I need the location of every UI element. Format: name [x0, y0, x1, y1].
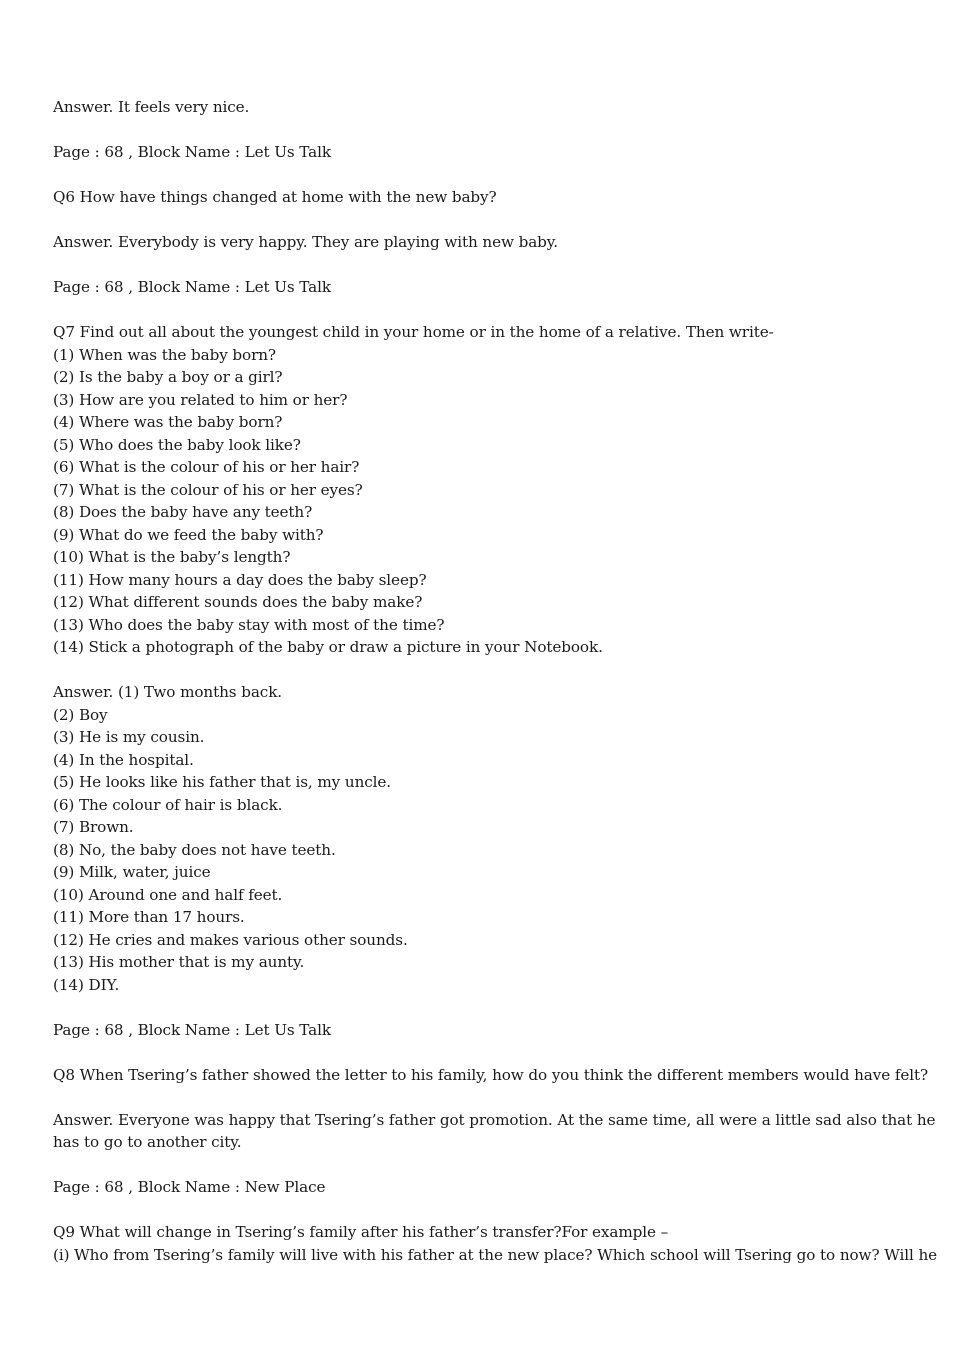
q7-answer: (10) Around one and half feet. [53, 885, 283, 904]
q7-item: (5) Who does the baby look like? [53, 435, 301, 454]
q8-meta-block [53, 1019, 913, 1042]
q8-answer-block [53, 1109, 936, 1154]
q8-answer-line: has to go to another city. [53, 1133, 242, 1151]
q7-answer: (14) DIY. [53, 975, 120, 994]
q7-item: (6) What is the colour of his or her hair? [53, 458, 360, 476]
q7-item: (14) Stick a photograph of the baby or draw a picture in your Notebook. [53, 638, 603, 656]
q7-answer: (6) The colour of hair is black. [53, 795, 283, 814]
q9-page-meta: Page : 68 , Block Name : New Place [53, 1178, 326, 1196]
q7-item: (7) What is the colour of his or her eyes? [53, 480, 363, 499]
document-page [53, 96, 938, 1289]
q7-answer: (8) No, the baby does not have teeth. [53, 840, 336, 859]
q9-question-block [53, 1221, 938, 1266]
q7-answer: (2) Boy [53, 705, 108, 724]
q5-answer-block [53, 96, 913, 119]
q8-answer-line: Answer. Everyone was happy that Tsering’s father got promotion. At the same time, all were a little sad also that he [53, 1110, 936, 1129]
q7-item: (12) What different sounds does the baby make? [53, 593, 423, 611]
q6-page-meta: Page : 68 , Block Name : Let Us Talk [53, 143, 331, 161]
q7-answer: (5) He looks like his father that is, my uncle. [53, 773, 392, 791]
q7-answer: (12) He cries and makes various other sounds. [53, 930, 408, 949]
q7-item: (10) What is the baby’s length? [53, 548, 291, 566]
q8-question: Q8 When Tsering’s father showed the letter to his family, how do you think the different members would have felt? [53, 1065, 929, 1084]
q7-item: (13) Who does the baby stay with most of the time? [53, 615, 445, 634]
q7-item: (1) When was the baby born? [53, 345, 276, 364]
q7-answer: Answer. (1) Two months back. [53, 683, 283, 701]
q7-item: (4) Where was the baby born? [53, 413, 283, 431]
q7-item: (2) Is the baby a boy or a girl? [53, 368, 283, 386]
q7-item: (11) How many hours a day does the baby sleep? [53, 570, 427, 589]
q7-answer: (11) More than 17 hours. [53, 908, 245, 926]
q7-answer-block [53, 681, 913, 996]
q7-answer: (3) He is my cousin. [53, 728, 205, 746]
q6-question-block [53, 186, 913, 209]
q7-item: (3) How are you related to him or her? [53, 390, 348, 409]
q7-answer: (9) Milk, water, juice [53, 863, 211, 881]
q6-answer-block [53, 231, 913, 254]
q7-answer: (4) In the hospital. [53, 750, 194, 769]
q7-page-meta: Page : 68 , Block Name : Let Us Talk [53, 278, 331, 296]
q8-page-meta: Page : 68 , Block Name : Let Us Talk [53, 1020, 331, 1039]
q7-question-block [53, 321, 913, 659]
q7-answer: (7) Brown. [53, 818, 134, 836]
q7-meta-block [53, 276, 913, 299]
q7-answer: (13) His mother that is my aunty. [53, 953, 305, 971]
q8-question-block [53, 1064, 929, 1087]
q5-answer: Answer. It feels very nice. [53, 98, 250, 116]
q6-question: Q6 How have things changed at home with the new baby? [53, 188, 497, 206]
q7-item: (9) What do we feed the baby with? [53, 525, 324, 544]
q9-question: Q9 What will change in Tsering’s family after his father’s transfer?For example – [53, 1223, 669, 1241]
q6-answer: Answer. Everybody is very happy. They are playing with new baby. [53, 233, 558, 251]
q9-meta-block [53, 1176, 913, 1199]
q7-intro: Q7 Find out all about the youngest child in your home or in the home of a relative. Then write- [53, 323, 774, 341]
q7-item: (8) Does the baby have any teeth? [53, 503, 313, 521]
q9-item: (i) Who from Tsering’s family will live with his father at the new place? Which school will Tsering go to now? Will he [53, 1245, 938, 1264]
q6-meta-block [53, 141, 913, 164]
